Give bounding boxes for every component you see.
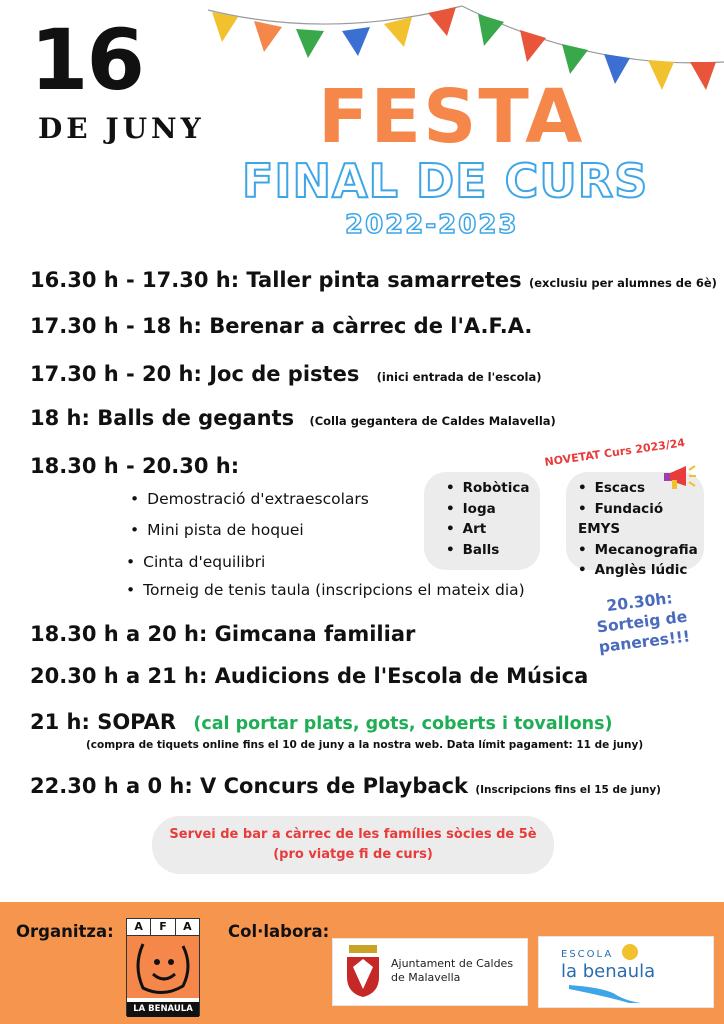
row-note: (Colla gegantera de Caldes Malavella)	[309, 414, 556, 428]
pill-item: • Balls	[446, 540, 540, 561]
row-time: 17.30 h - 18 h: Berenar a càrrec de l'A.F.A.	[30, 314, 533, 338]
escola-top-label: ESCOLA	[561, 949, 614, 960]
river-icon	[569, 983, 689, 1005]
row-note: (inici entrada de l'escola)	[376, 370, 542, 384]
row-note: (Inscripcions fins el 15 de juny)	[475, 784, 661, 796]
activity-item: • Demostració d'extraescolars	[130, 490, 369, 508]
row-time: 20.30 h a 21 h: Audicions de l'Escola de Música	[30, 664, 589, 688]
schedule-row-taller	[30, 268, 717, 292]
afa-letter: A	[134, 920, 143, 933]
schedule-row-playback	[30, 774, 661, 798]
activity-item: • Cinta d'equilibri	[126, 553, 265, 571]
school-year: 2022-2023	[345, 210, 519, 240]
escola-logo	[538, 936, 714, 1008]
bar-line-1: Servei de bar a càrrec de les famílies sòcies de 5è	[169, 827, 537, 842]
row-note: (exclusiu per alumnes de 6è)	[529, 276, 717, 290]
row-time: 16.30 h - 17.30 h: Taller pinta samarretes	[30, 268, 522, 292]
escola-name: la benaula	[561, 961, 656, 982]
row-time: 17.30 h - 20 h: Joc de pistes	[30, 362, 360, 386]
pill-item: • Fundació EMYS	[578, 499, 704, 540]
schedule-row-sopar	[30, 710, 613, 734]
row-time: 18.30 h a 20 h: Gimcana familiar	[30, 622, 416, 646]
collabora-label: Col·labora:	[228, 922, 330, 941]
row-green-note: (cal portar plats, gots, coberts i tovallons)	[193, 714, 613, 734]
pill-item: • Mecanografia	[578, 540, 704, 561]
activity-item: • Torneig de tenis taula (inscripcions el mateix dia)	[126, 581, 525, 599]
festa-title: FESTA	[318, 74, 585, 160]
schedule-row-gegants	[30, 406, 556, 430]
row-time: 18.30 h - 20.30 h:	[30, 454, 240, 478]
afa-logo	[126, 918, 200, 1016]
extracurricular-pill-left	[424, 472, 540, 570]
pill-item: • Escacs	[578, 478, 704, 499]
bar-line-2: (pro viatge fi de curs)	[273, 847, 433, 862]
ajuntament-line-1: Ajuntament de Caldes	[391, 957, 514, 970]
event-month: DE JUNY	[38, 112, 205, 145]
schedule-row-joc-pistes	[30, 362, 541, 386]
sorteig-text: Sorteig de paneres!!!	[595, 607, 692, 657]
event-day: 16	[30, 11, 143, 109]
footer	[0, 902, 724, 1024]
sun-icon	[621, 943, 639, 961]
caldes-shield-icon	[343, 945, 383, 999]
afa-letter: A	[183, 920, 192, 933]
afa-name: LA BENAULA	[127, 1002, 199, 1017]
row-time: 21 h: SOPAR	[30, 710, 177, 734]
pill-item: • Robòtica	[446, 478, 540, 499]
schedule-row-activities	[30, 454, 239, 478]
novetat-label: NOVETAT Curs 2023/24	[543, 436, 686, 469]
final-de-curs-title: FINAL DE CURS	[242, 154, 649, 208]
afa-face-icon	[127, 936, 199, 998]
schedule-row-audicions	[30, 664, 588, 688]
sorteig-time: 20.30h:	[605, 589, 674, 616]
megaphone-icon	[664, 462, 698, 492]
sopar-tickets-note: (compra de tiquets online fins el 10 de juny a la nostra web. Data límit pagament: 11 de juny)	[86, 739, 644, 751]
afa-letter: F	[150, 919, 175, 935]
pill-item: • Anglès lúdic	[578, 560, 704, 581]
pill-item: • Ioga	[446, 499, 540, 520]
ajuntament-logo	[332, 938, 528, 1006]
row-time: 22.30 h a 0 h: V Concurs de Playback	[30, 774, 468, 798]
pill-item: • Art	[446, 519, 540, 540]
sorteig-note	[557, 582, 724, 662]
schedule-row-berenar	[30, 314, 532, 338]
schedule-row-gimcana	[30, 622, 415, 646]
activity-item: • Mini pista de hoquei	[130, 521, 304, 539]
row-time: 18 h: Balls de gegants	[30, 406, 295, 430]
organitza-label: Organitza:	[16, 922, 114, 941]
bar-service-box	[152, 816, 554, 874]
ajuntament-line-2: de Malavella	[391, 971, 461, 984]
